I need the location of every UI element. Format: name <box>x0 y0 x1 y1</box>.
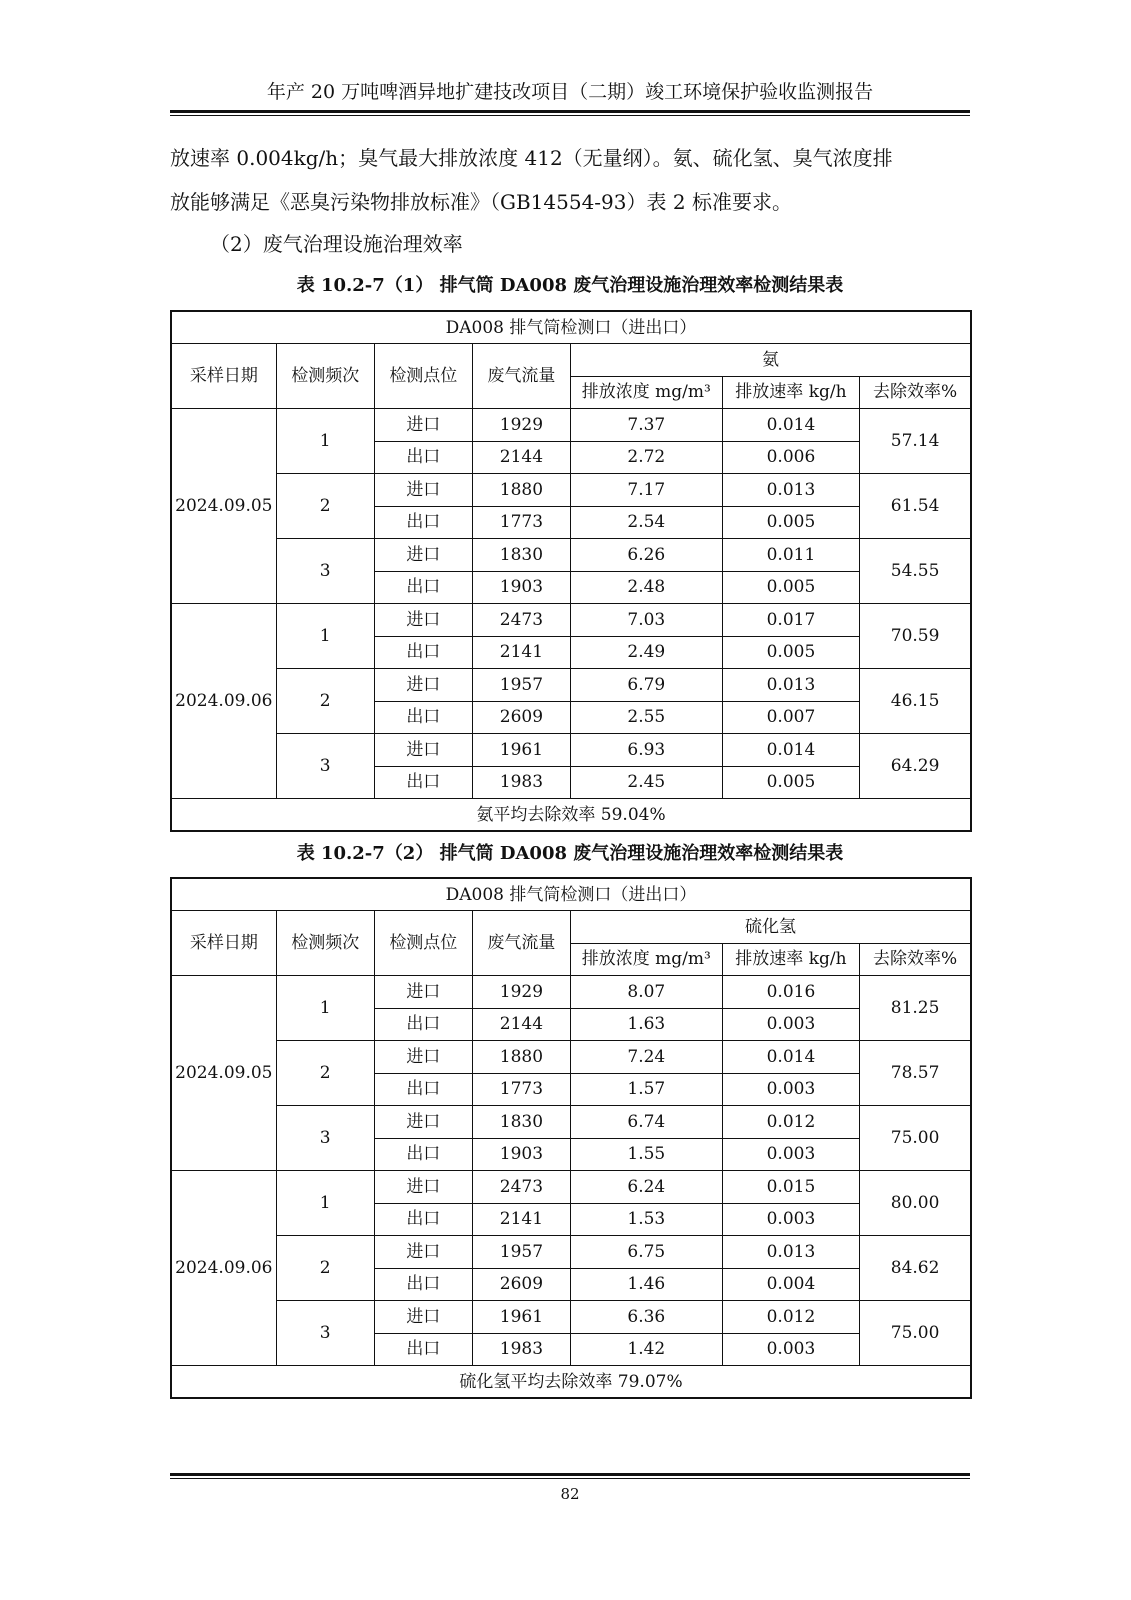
rate-value: 0.006 <box>722 441 860 474</box>
paragraph-line-1: 放速率 0.004kg/h；臭气最大排放浓度 412（无量纲）。氨、硫化氢、臭气浓度排 <box>170 146 893 170</box>
sampling-point: 进口 <box>374 1301 472 1334</box>
rate-value: 0.015 <box>722 1171 860 1204</box>
header-sampling-date: 采样日期 <box>171 911 276 976</box>
concentration-value: 2.48 <box>570 571 722 604</box>
concentration-value: 7.24 <box>570 1041 722 1074</box>
sampling-point: 进口 <box>374 474 472 507</box>
sampling-point: 进口 <box>374 1236 472 1269</box>
table-2-caption: 表 10.2-7（2） 排气筒 DA008 废气治理设施治理效率检测结果表 <box>296 843 844 864</box>
sampling-point: 进口 <box>374 1171 472 1204</box>
rate-value: 0.012 <box>722 1301 860 1334</box>
efficiency-value: 80.00 <box>860 1171 971 1236</box>
frequency: 3 <box>276 1301 374 1366</box>
flow-value: 1880 <box>472 474 570 507</box>
average-efficiency: 硫化氢平均去除效率 79.07% <box>171 1366 971 1399</box>
header-rule <box>170 110 970 116</box>
rate-value: 0.005 <box>722 571 860 604</box>
sampling-point: 出口 <box>374 1333 472 1366</box>
concentration-value: 2.49 <box>570 636 722 669</box>
concentration-value: 6.24 <box>570 1171 722 1204</box>
table-1-caption: 表 10.2-7（1） 排气筒 DA008 废气治理设施治理效率检测结果表 <box>296 275 844 296</box>
header-rate: 排放速率 kg/h <box>722 376 860 409</box>
rate-value: 0.011 <box>722 539 860 572</box>
concentration-value: 1.55 <box>570 1138 722 1171</box>
sampling-point: 出口 <box>374 1138 472 1171</box>
header-efficiency: 去除效率% <box>860 376 971 409</box>
rate-value: 0.003 <box>722 1008 860 1041</box>
flow-value: 1830 <box>472 1106 570 1139</box>
sampling-point: 出口 <box>374 1268 472 1301</box>
efficiency-value: 84.62 <box>860 1236 971 1301</box>
table-row <box>171 734 971 767</box>
concentration-value: 1.42 <box>570 1333 722 1366</box>
concentration-value: 1.46 <box>570 1268 722 1301</box>
concentration-value: 6.26 <box>570 539 722 572</box>
frequency: 1 <box>276 409 374 474</box>
flow-value: 1957 <box>472 669 570 702</box>
footer-rule <box>170 1473 970 1479</box>
efficiency-value: 75.00 <box>860 1106 971 1171</box>
flow-value: 2144 <box>472 441 570 474</box>
concentration-value: 1.57 <box>570 1073 722 1106</box>
table-row <box>171 878 971 911</box>
table-row <box>171 1171 971 1204</box>
table-row <box>171 539 971 572</box>
flow-value: 1773 <box>472 506 570 539</box>
header-efficiency: 去除效率% <box>860 943 971 976</box>
header-flow: 废气流量 <box>472 344 570 409</box>
flow-value: 1983 <box>472 1333 570 1366</box>
concentration-value: 6.93 <box>570 734 722 767</box>
table-row <box>171 311 971 344</box>
hydrogen-sulfide-efficiency-table <box>170 877 972 1399</box>
efficiency-value: 78.57 <box>860 1041 971 1106</box>
ammonia-efficiency-table <box>170 310 972 832</box>
header-frequency: 检测频次 <box>276 911 374 976</box>
flow-value: 2609 <box>472 1268 570 1301</box>
flow-value: 2609 <box>472 701 570 734</box>
rate-value: 0.017 <box>722 604 860 637</box>
frequency: 3 <box>276 539 374 604</box>
rate-value: 0.003 <box>722 1203 860 1236</box>
frequency: 2 <box>276 669 374 734</box>
sampling-point: 进口 <box>374 669 472 702</box>
table-row <box>171 1106 971 1139</box>
table-row <box>171 911 971 944</box>
flow-value: 2141 <box>472 1203 570 1236</box>
flow-value: 1903 <box>472 1138 570 1171</box>
efficiency-value: 46.15 <box>860 669 971 734</box>
efficiency-value: 81.25 <box>860 976 971 1041</box>
frequency: 2 <box>276 1041 374 1106</box>
flow-value: 1961 <box>472 734 570 767</box>
sampling-date: 2024.09.05 <box>171 409 276 604</box>
rate-value: 0.014 <box>722 1041 860 1074</box>
frequency: 1 <box>276 604 374 669</box>
sampling-point: 进口 <box>374 604 472 637</box>
table-row <box>171 799 971 832</box>
rate-value: 0.007 <box>722 701 860 734</box>
sampling-point: 进口 <box>374 976 472 1009</box>
rate-value: 0.012 <box>722 1106 860 1139</box>
rate-value: 0.014 <box>722 409 860 442</box>
frequency: 2 <box>276 474 374 539</box>
concentration-value: 6.75 <box>570 1236 722 1269</box>
sampling-point: 出口 <box>374 1073 472 1106</box>
header-sampling-date: 采样日期 <box>171 344 276 409</box>
sampling-point: 进口 <box>374 1106 472 1139</box>
flow-value: 1880 <box>472 1041 570 1074</box>
efficiency-value: 70.59 <box>860 604 971 669</box>
frequency: 3 <box>276 1106 374 1171</box>
rate-value: 0.005 <box>722 766 860 799</box>
rate-value: 0.013 <box>722 474 860 507</box>
sampling-date: 2024.09.06 <box>171 604 276 799</box>
header-pollutant: 氨 <box>570 344 971 377</box>
table-row <box>171 344 971 377</box>
rate-value: 0.013 <box>722 669 860 702</box>
sampling-point: 出口 <box>374 636 472 669</box>
table-row <box>171 1041 971 1074</box>
flow-value: 1903 <box>472 571 570 604</box>
table-row <box>171 474 971 507</box>
concentration-value: 2.55 <box>570 701 722 734</box>
table-row <box>171 1236 971 1269</box>
flow-value: 2141 <box>472 636 570 669</box>
table-row <box>171 409 971 442</box>
sampling-date: 2024.09.06 <box>171 1171 276 1366</box>
concentration-value: 8.07 <box>570 976 722 1009</box>
rate-value: 0.016 <box>722 976 860 1009</box>
sampling-point: 进口 <box>374 539 472 572</box>
sampling-point: 出口 <box>374 1203 472 1236</box>
sampling-date: 2024.09.05 <box>171 976 276 1171</box>
header-point: 检测点位 <box>374 344 472 409</box>
efficiency-value: 64.29 <box>860 734 971 799</box>
subheading: （2）废气治理设施治理效率 <box>210 232 463 256</box>
header-concentration: 排放浓度 mg/m³ <box>570 943 722 976</box>
paragraph-line-2: 放能够满足《恶臭污染物排放标准》（GB14554-93）表 2 标准要求。 <box>170 190 792 214</box>
concentration-value: 2.72 <box>570 441 722 474</box>
rate-value: 0.005 <box>722 506 860 539</box>
concentration-value: 1.63 <box>570 1008 722 1041</box>
efficiency-value: 61.54 <box>860 474 971 539</box>
sampling-point: 出口 <box>374 571 472 604</box>
rate-value: 0.003 <box>722 1333 860 1366</box>
table-row <box>171 976 971 1009</box>
header-frequency: 检测频次 <box>276 344 374 409</box>
flow-value: 1961 <box>472 1301 570 1334</box>
table-title: DA008 排气筒检测口（进出口） <box>171 311 971 344</box>
sampling-point: 进口 <box>374 1041 472 1074</box>
efficiency-value: 75.00 <box>860 1301 971 1366</box>
rate-value: 0.014 <box>722 734 860 767</box>
rate-value: 0.003 <box>722 1138 860 1171</box>
table-row <box>171 669 971 702</box>
average-efficiency: 氨平均去除效率 59.04% <box>171 799 971 832</box>
sampling-point: 出口 <box>374 506 472 539</box>
flow-value: 2144 <box>472 1008 570 1041</box>
concentration-value: 1.53 <box>570 1203 722 1236</box>
rate-value: 0.005 <box>722 636 860 669</box>
flow-value: 1957 <box>472 1236 570 1269</box>
sampling-point: 出口 <box>374 1008 472 1041</box>
flow-value: 1773 <box>472 1073 570 1106</box>
flow-value: 1983 <box>472 766 570 799</box>
efficiency-value: 54.55 <box>860 539 971 604</box>
sampling-point: 出口 <box>374 441 472 474</box>
frequency: 1 <box>276 976 374 1041</box>
header-rate: 排放速率 kg/h <box>722 943 860 976</box>
concentration-value: 6.79 <box>570 669 722 702</box>
concentration-value: 2.45 <box>570 766 722 799</box>
table-row <box>171 1366 971 1399</box>
flow-value: 1929 <box>472 976 570 1009</box>
header-concentration: 排放浓度 mg/m³ <box>570 376 722 409</box>
header-flow: 废气流量 <box>472 911 570 976</box>
sampling-point: 出口 <box>374 766 472 799</box>
header-point: 检测点位 <box>374 911 472 976</box>
flow-value: 2473 <box>472 1171 570 1204</box>
frequency: 3 <box>276 734 374 799</box>
concentration-value: 7.17 <box>570 474 722 507</box>
table-row <box>171 1301 971 1334</box>
frequency: 1 <box>276 1171 374 1236</box>
header-pollutant: 硫化氢 <box>570 911 971 944</box>
efficiency-value: 57.14 <box>860 409 971 474</box>
concentration-value: 6.36 <box>570 1301 722 1334</box>
concentration-value: 6.74 <box>570 1106 722 1139</box>
concentration-value: 7.37 <box>570 409 722 442</box>
flow-value: 2473 <box>472 604 570 637</box>
flow-value: 1929 <box>472 409 570 442</box>
rate-value: 0.004 <box>722 1268 860 1301</box>
page-header: 年产 20 万吨啤酒异地扩建技改项目（二期）竣工环境保护验收监测报告 <box>266 81 874 103</box>
concentration-value: 7.03 <box>570 604 722 637</box>
flow-value: 1830 <box>472 539 570 572</box>
table-title: DA008 排气筒检测口（进出口） <box>171 878 971 911</box>
sampling-point: 进口 <box>374 409 472 442</box>
page-number: 82 <box>560 1485 580 1503</box>
concentration-value: 2.54 <box>570 506 722 539</box>
sampling-point: 进口 <box>374 734 472 767</box>
table-row <box>171 604 971 637</box>
rate-value: 0.003 <box>722 1073 860 1106</box>
frequency: 2 <box>276 1236 374 1301</box>
rate-value: 0.013 <box>722 1236 860 1269</box>
sampling-point: 出口 <box>374 701 472 734</box>
